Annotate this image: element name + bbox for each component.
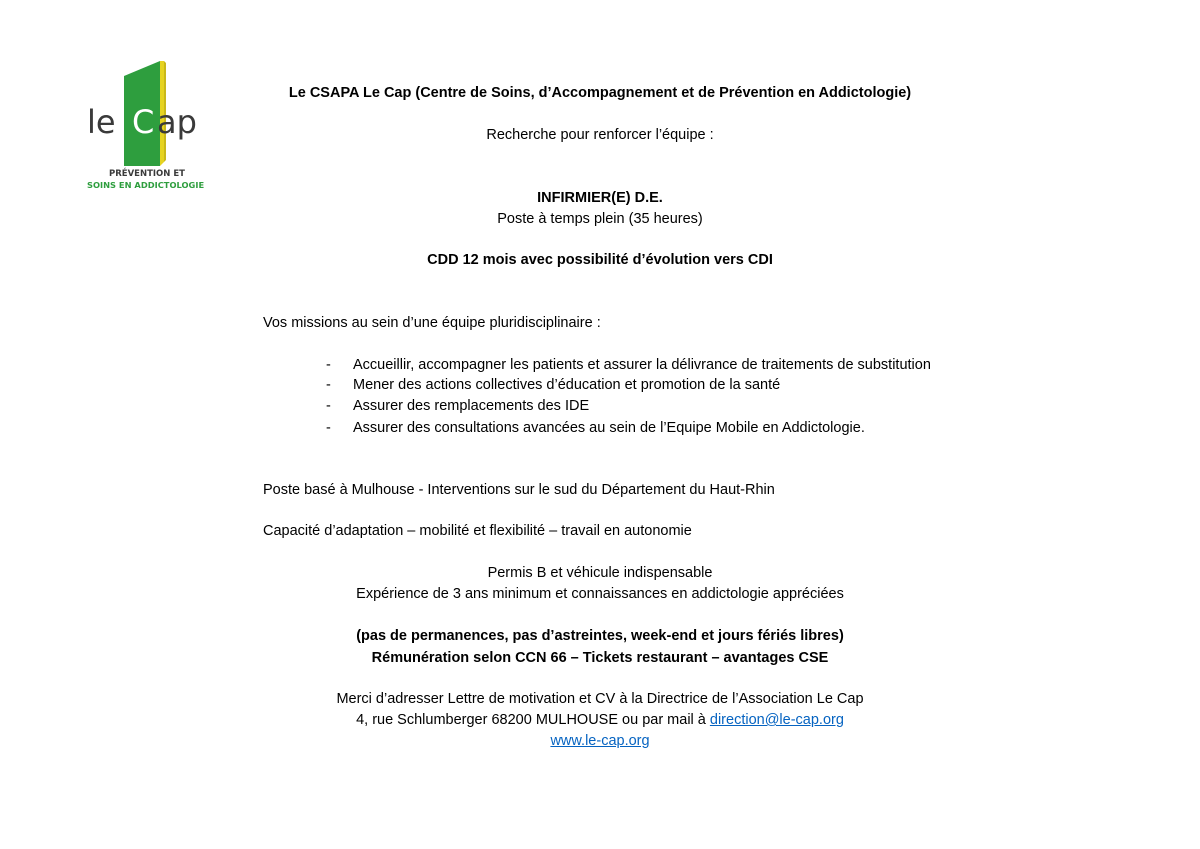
email-link[interactable]: direction@le-cap.org bbox=[709, 712, 844, 728]
list-item bbox=[326, 396, 589, 416]
logo-wordmark-c: C bbox=[132, 103, 155, 141]
logo-wordmark-le: le bbox=[87, 103, 116, 141]
list-item bbox=[326, 355, 931, 375]
requirement-experience: Expérience de 3 ans minimum et connaissances en addictologie appréciées bbox=[356, 586, 844, 602]
bullet-marker: - bbox=[326, 420, 331, 436]
address-text: 4, rue Schlumberger 68200 MULHOUSE ou par mail à bbox=[356, 712, 710, 728]
bullet-marker: - bbox=[326, 398, 331, 414]
job-location: Poste basé à Mulhouse - Interventions sur le sud du Département du Haut-Rhin bbox=[263, 482, 775, 498]
bullet-marker: - bbox=[326, 377, 331, 393]
contact-instructions: Merci d’adresser Lettre de motivation et CV à la Directrice de l’Association Le Cap bbox=[336, 691, 864, 707]
benefits-line-1: (pas de permanences, pas d’astreintes, week-end et jours fériés libres) bbox=[356, 628, 844, 644]
mission-text: Accueillir, accompagner les patients et assurer la délivrance de traitements de substitution bbox=[353, 357, 931, 373]
recruitment-subtitle: Recherche pour renforcer l’équipe : bbox=[486, 127, 714, 143]
job-contract: CDD 12 mois avec possibilité d’évolution vers CDI bbox=[427, 252, 773, 268]
bullet-marker: - bbox=[326, 357, 331, 373]
job-title: INFIRMIER(E) D.E. bbox=[537, 190, 663, 206]
missions-intro: Vos missions au sein d’une équipe pluridisciplinaire : bbox=[263, 315, 601, 331]
website-link[interactable]: www.le-cap.org bbox=[550, 733, 650, 749]
list-item bbox=[326, 375, 780, 395]
requirement-license: Permis B et véhicule indispensable bbox=[487, 565, 713, 581]
organization-title: Le CSAPA Le Cap (Centre de Soins, d’Accompagnement et de Prévention en Addictologie) bbox=[288, 85, 912, 101]
logo-tagline-2: SOINS EN ADDICTOLOGIE bbox=[87, 180, 205, 190]
job-qualities: Capacité d’adaptation – mobilité et flexibilité – travail en autonomie bbox=[263, 523, 692, 539]
list-item bbox=[326, 418, 865, 438]
job-hours: Poste à temps plein (35 heures) bbox=[497, 211, 703, 227]
mission-text: Assurer des remplacements des IDE bbox=[353, 398, 590, 414]
logo-wordmark-ap: ap bbox=[157, 103, 197, 141]
benefits-line-2: Rémunération selon CCN 66 – Tickets restaurant – avantages CSE bbox=[371, 650, 829, 666]
logo-tagline-1: PRÉVENTION ET bbox=[109, 169, 185, 179]
contact-address bbox=[0, 710, 1200, 730]
mission-text: Assurer des consultations avancées au sein de l’Equipe Mobile en Addictologie. bbox=[353, 420, 865, 436]
mission-text: Mener des actions collectives d’éducation et promotion de la santé bbox=[353, 377, 781, 393]
website-line bbox=[0, 731, 1200, 751]
